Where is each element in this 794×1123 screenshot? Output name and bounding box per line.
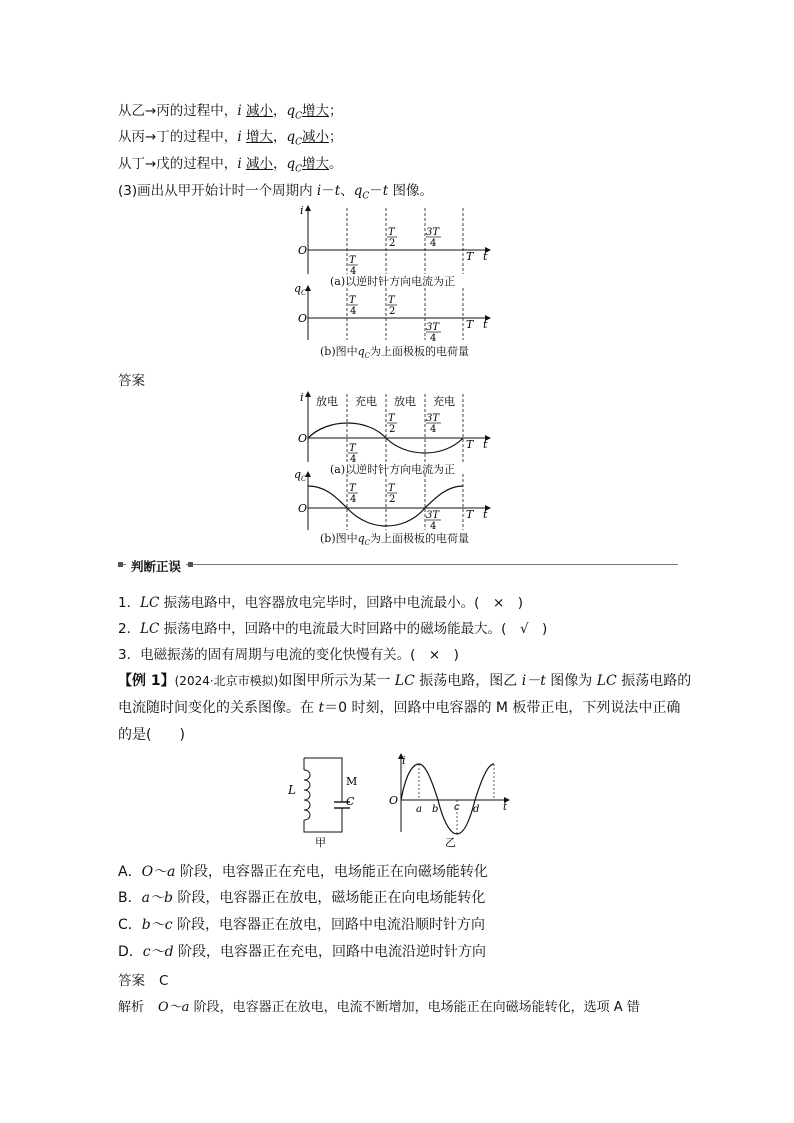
frac-den: 2: [389, 494, 396, 505]
tick-3T4: [426, 510, 441, 532]
origin-label: O: [298, 502, 308, 515]
text-line-1: [118, 99, 342, 122]
line-text: ，: [272, 129, 287, 145]
frac-den: 4: [350, 306, 357, 317]
var-q: q: [286, 156, 296, 172]
var-sub: C: [362, 191, 370, 202]
tick-T2: [387, 483, 397, 505]
var-t: t: [334, 183, 341, 199]
q-sub: C: [301, 289, 307, 297]
T-label: T: [466, 438, 474, 451]
example-text: 振荡电路，图乙: [414, 673, 522, 689]
t-label: t: [483, 318, 488, 331]
section-marker: [118, 562, 123, 567]
answer-blank: 增大: [301, 156, 329, 172]
example-source: (2024·北京市模拟): [174, 674, 279, 688]
var-sub: C: [295, 137, 302, 148]
caption-b: [320, 530, 469, 547]
segment-charge: 充电: [355, 395, 377, 408]
example-text: 振荡电路的: [616, 673, 692, 689]
section-header: [118, 558, 678, 572]
line-text: 。: [328, 156, 343, 172]
section-marker: [188, 562, 193, 567]
tick-3T4: [426, 413, 441, 435]
line-text: ；: [328, 129, 343, 145]
analysis-text: 阶段，电容器正在放电，电流不断增加，电场能正在向磁场能转化，选项 A 错: [189, 1000, 640, 1015]
judgment-item: [118, 591, 523, 611]
line-text: －: [369, 183, 383, 199]
line-text: 图像。: [388, 183, 433, 199]
frac-den: 4: [350, 494, 357, 505]
caption-a: (a)以逆时针方向电流为正: [330, 463, 456, 476]
var-i: i: [237, 156, 242, 172]
inductor-label: L: [288, 783, 296, 797]
answer-label: 答案: [118, 973, 145, 989]
example-text: 图像为: [545, 673, 597, 689]
item-number: 1．: [118, 595, 141, 611]
option-text: 阶段，电容器正在充电，回路中电流沿逆时针方向: [173, 944, 487, 960]
point-b-label: b: [432, 804, 439, 815]
option-interval: b～c: [141, 917, 173, 933]
tick-3T4: [426, 322, 441, 344]
frac-den: 4: [350, 454, 357, 465]
line-text: (3)画出从甲开始计时一个周期内: [118, 183, 317, 199]
var-i: i: [237, 129, 242, 145]
line-text: 从丁→戊的过程中，: [118, 156, 238, 172]
option-text: 阶段，电容器正在放电，磁场能正在向电场能转化: [172, 890, 486, 906]
option-d[interactable]: [118, 941, 486, 961]
caption-b: [320, 343, 469, 360]
t-label: t: [503, 802, 508, 813]
example-text: ＝0 时刻，回路中电容器的 M 板带正电，下列说法中正确: [324, 700, 681, 716]
answer-value: C: [159, 973, 169, 989]
var-lc: LC: [140, 621, 160, 637]
q-sub: C: [301, 475, 307, 483]
var-t: t: [382, 183, 389, 199]
item-text: 电磁振荡的固有周期与电流的变化快慢有关。( × ): [140, 647, 459, 663]
judgment-item: [118, 617, 547, 637]
frac-num: T: [349, 295, 356, 306]
frac-den: 4: [430, 333, 437, 344]
var-it: i－t: [521, 673, 546, 689]
section-title: 判断正误: [126, 557, 186, 575]
lc-circuit-diagram: [282, 748, 372, 848]
var-q: q: [286, 129, 296, 145]
segment-charge: 充电: [433, 395, 455, 408]
origin-label: O: [298, 312, 308, 325]
T-label: T: [466, 508, 474, 521]
var-sub: C: [364, 539, 371, 548]
caption-text: 为上面极板的电荷量: [370, 532, 470, 545]
option-c[interactable]: [118, 914, 485, 934]
judgment-item: [118, 643, 459, 663]
frac-den: 2: [389, 238, 396, 249]
item-number: 2．: [118, 621, 141, 637]
tick-T4: [348, 295, 358, 317]
t-label: t: [483, 438, 488, 451]
frac-den: 4: [430, 424, 437, 435]
var-q: q: [357, 532, 365, 545]
example-line-1: [118, 670, 691, 690]
var-sub: C: [364, 352, 371, 361]
line-text: －: [321, 183, 335, 199]
tick-T4: [348, 483, 358, 505]
answer-blank: 减小: [245, 103, 273, 119]
option-interval: a～b: [141, 890, 173, 906]
answer-label: 答案: [118, 373, 145, 389]
origin-label: O: [298, 432, 308, 445]
option-key: B．: [118, 890, 142, 906]
frac-den: 2: [389, 306, 396, 317]
answer-blank: 减小: [245, 156, 273, 172]
sine-curve: [401, 764, 494, 834]
example-text: 如图甲所示为某一: [278, 673, 395, 689]
frac-num: 3T: [426, 510, 440, 521]
var-q: q: [357, 345, 365, 358]
analysis-label: 解析: [118, 1000, 145, 1015]
t-label: t: [483, 508, 488, 521]
answer-blank: 增大: [301, 103, 329, 119]
tick-T2: [387, 227, 397, 249]
option-key: A．: [118, 864, 142, 880]
answer-blank: 增大: [245, 129, 273, 145]
example-line-2: [118, 697, 680, 717]
segment-discharge: 放电: [316, 395, 338, 408]
answer-blank: 减小: [301, 129, 329, 145]
inductor-coil: [304, 770, 310, 820]
text-line-4: [118, 179, 433, 202]
item-number: 3．: [118, 647, 141, 663]
tick-T2: [387, 413, 397, 435]
text-line-2: [118, 125, 342, 148]
frac-num: T: [388, 413, 395, 424]
frac-den: 4: [430, 238, 437, 249]
var-i: i: [316, 183, 322, 199]
tick-T2: [387, 295, 397, 317]
line-text: 从丙→丁的过程中，: [118, 129, 238, 145]
frac-num: T: [349, 483, 356, 494]
origin-label: O: [389, 794, 399, 807]
caption-a: (a)以逆时针方向电流为正: [330, 275, 456, 288]
analysis-interval: O～a: [158, 1000, 190, 1015]
point-d-label: d: [473, 804, 480, 815]
caption-text: (b)图中: [320, 345, 358, 358]
analysis-line: [118, 996, 640, 1015]
frac-num: 3T: [426, 227, 440, 238]
var-sub: C: [295, 111, 302, 122]
text-line-3: [118, 152, 342, 175]
current-time-graph: [385, 748, 515, 848]
caption-text: 为上面极板的电荷量: [370, 345, 470, 358]
frac-num: 3T: [426, 413, 440, 424]
line-text: 从乙→丙的过程中，: [118, 103, 238, 119]
option-text: 阶段，电容器正在充电，电场能正在向磁场能转化: [175, 864, 488, 880]
frac-num: T: [388, 227, 395, 238]
frac-num: T: [349, 443, 356, 454]
figure-label-yi: 乙: [445, 836, 456, 848]
segment-discharge: 放电: [394, 395, 416, 408]
option-interval: O～a: [141, 864, 176, 880]
item-text: 振荡电路中，电容器放电完毕时，回路中电流最小。( × ): [159, 595, 524, 611]
option-b[interactable]: [118, 887, 485, 907]
frac-num: T: [388, 295, 395, 306]
option-a[interactable]: [118, 861, 488, 881]
capacitor-label: C: [346, 795, 355, 808]
var-lc: LC: [394, 673, 415, 689]
option-key: D．: [118, 944, 143, 960]
q-label: q: [294, 282, 302, 295]
frac-den: 4: [350, 266, 357, 277]
q-label: q: [294, 468, 302, 481]
option-text: 阶段，电容器正在放电，回路中电流沿顺时针方向: [172, 917, 486, 933]
line-text: ，: [272, 103, 287, 119]
var-q: q: [353, 183, 363, 199]
point-c-label: c: [454, 802, 460, 813]
frac-num: T: [349, 255, 356, 266]
frac-num: 3T: [426, 322, 440, 333]
i-label: i: [402, 754, 406, 767]
example-tag: 【例 1】: [118, 673, 175, 689]
option-key: C．: [118, 917, 142, 933]
var-lc: LC: [140, 595, 160, 611]
frac-num: T: [388, 483, 395, 494]
plate-m-label: M: [346, 775, 358, 788]
item-text: 振荡电路中，回路中的电流最大时回路中的磁场能最大。( √ ): [159, 621, 548, 637]
var-i: i: [237, 103, 242, 119]
section-divider: [118, 564, 678, 565]
i-label: i: [300, 204, 304, 217]
T-label: T: [466, 318, 474, 331]
t-label: t: [483, 250, 488, 263]
line-text: 、: [340, 183, 354, 199]
var-lc: LC: [596, 673, 617, 689]
i-label: i: [300, 391, 304, 404]
line-text: ，: [272, 156, 287, 172]
var-sub: C: [295, 164, 302, 175]
frac-den: 4: [430, 521, 437, 532]
example-line-3: 的是( ): [118, 727, 185, 743]
answer-line: [118, 969, 168, 989]
var-t: t: [318, 700, 325, 716]
figure-label-jia: 甲: [315, 836, 326, 848]
T-label: T: [466, 250, 474, 263]
option-interval: c～d: [142, 944, 174, 960]
frac-den: 2: [389, 424, 396, 435]
line-text: ；: [328, 103, 343, 119]
origin-label: O: [298, 244, 308, 257]
example-text: 电流随时间变化的关系图像。在: [118, 700, 319, 716]
tick-3T4: [426, 227, 441, 249]
var-q: q: [286, 103, 296, 119]
point-a-label: a: [416, 804, 422, 815]
caption-text: (b)图中: [320, 532, 358, 545]
